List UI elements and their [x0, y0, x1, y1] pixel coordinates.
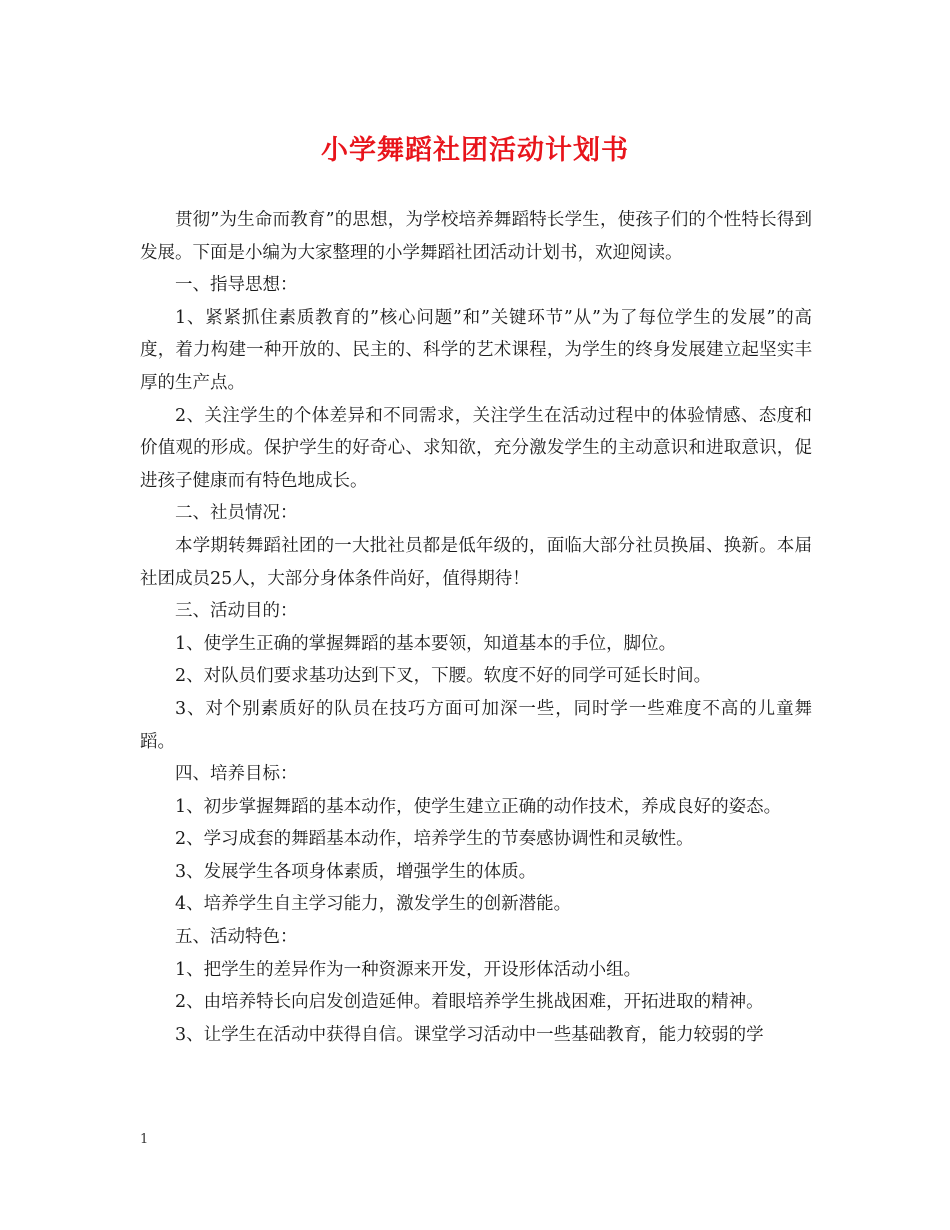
paragraph: 2、关注学生的个体差异和不同需求，关注学生在活动过程中的体验情感、态度和价值观的形成。保护学生的好奇心、求知欲，充分激发学生的主动意识和进取意识，促进孩子健康而有特色地成长。 [140, 405, 812, 491]
paragraph: 4、培养学生自主学习能力，激发学生的创新潜能。 [175, 894, 572, 915]
paragraph: 1、初步掌握舞蹈的基本动作，使学生建立正确的动作技术，养成良好的姿态。 [175, 796, 782, 817]
paragraph: 三、活动目的： [175, 601, 298, 622]
paragraph: 五、活动特色： [175, 927, 298, 948]
paragraph: 一、指导思想： [175, 275, 298, 296]
paragraph: 2、对队员们要求基功达到下叉，下腰。软度不好的同学可延长时间。 [175, 666, 712, 687]
paragraph: 本学期转舞蹈社团的一大批社员都是低年级的，面临大部分社员换届、换新。本届社团成员25人，大部分身体条件尚好，值得期待！ [140, 535, 812, 589]
paragraph: 1、把学生的差异作为一种资源来开发，开设形体活动小组。 [175, 959, 642, 980]
paragraph: 3、对个别素质好的队员在技巧方面可加深一些，同时学一些难度不高的儿童舞蹈。 [140, 698, 812, 752]
paragraph: 1、紧紧抓住素质教育的”核心问题”和”关键环节”从”为了每位学生的发展”的高度，着力构建一种开放的、民主的、科学的艺术课程，为学生的终身发展建立起坚实丰厚的生产点。 [140, 307, 812, 393]
paragraph: 二、社员情况： [175, 503, 298, 524]
paragraph: 四、培养目标： [175, 764, 298, 785]
document-body [140, 204, 812, 1051]
page-number: 1 [140, 1132, 149, 1147]
paragraph: 2、由培养特长向启发创造延伸。着眼培养学生挑战困难，开拓进取的精神。 [175, 992, 764, 1013]
paragraph: 3、让学生在活动中获得自信。课堂学习活动中一些基础教育，能力较弱的学 [175, 1024, 764, 1045]
paragraph: 1、使学生正确的掌握舞蹈的基本要领，知道基本的手位，脚位。 [175, 633, 677, 654]
document-title: 小学舞蹈社团活动计划书 [321, 135, 629, 166]
paragraph: 2、学习成套的舞蹈基本动作，培养学生的节奏感协调性和灵敏性。 [175, 829, 694, 850]
paragraph: 贯彻”为生命而教育”的思想，为学校培养舞蹈特长学生，使孩子们的个性特长得到发展。下面是小编为大家整理的小学舞蹈社团活动计划书，欢迎阅读。 [140, 210, 812, 263]
paragraph: 3、发展学生各项身体素质，增强学生的体质。 [175, 861, 537, 882]
